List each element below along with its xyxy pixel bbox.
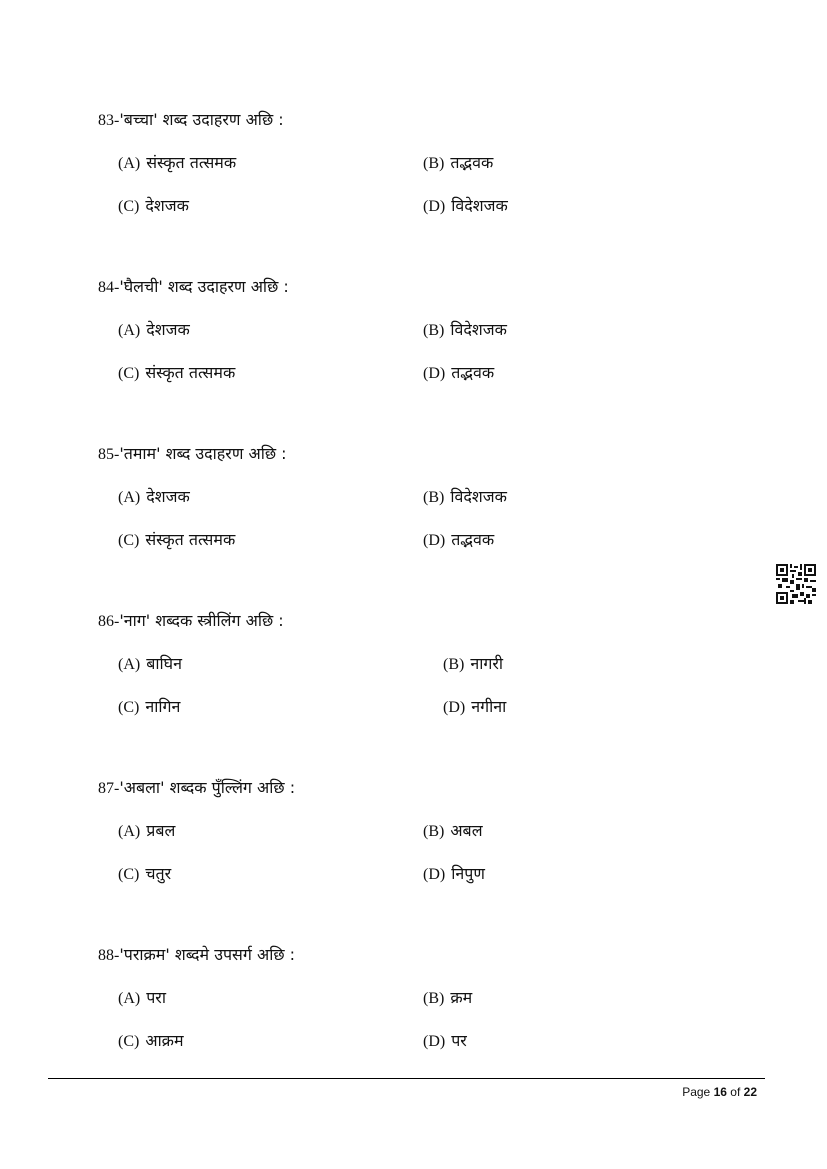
option-a: (A) संस्कृत तत्समक (118, 153, 237, 172)
footer-divider (48, 1078, 765, 1079)
option-d: (D) पर (423, 1031, 467, 1050)
question-87 (98, 777, 738, 799)
option-a: (A) देशजक (118, 487, 190, 506)
option-a: (A) बाघिन (118, 654, 182, 673)
question-85 (98, 443, 738, 465)
question-text: 'तमाम' शब्द उदाहरण अछि : (119, 444, 287, 463)
total-pages: 22 (743, 1085, 757, 1099)
current-page: 16 (713, 1085, 727, 1099)
question-88 (98, 944, 738, 966)
question-number: 87- (98, 780, 120, 797)
of-word: of (730, 1085, 741, 1099)
option-c: (C) संस्कृत तत्समक (118, 363, 236, 382)
question-86 (98, 610, 738, 632)
option-d: (D) निपुण (423, 864, 485, 883)
option-c: (C) आक्रम (118, 1031, 184, 1050)
question-number: 84- (98, 279, 120, 296)
question-text: 'नाग' शब्दक स्त्रीलिंग अछि : (119, 611, 284, 630)
option-c: (C) चतुर (118, 864, 172, 883)
option-c: (C) नागिन (118, 697, 181, 716)
option-b: (B) विदेशजक (423, 320, 507, 339)
option-b: (B) क्रम (423, 988, 473, 1007)
question-text: 'पराक्रम' शब्दमे उपसर्ग अछि : (119, 945, 296, 964)
option-b: (B) अबल (423, 821, 483, 840)
question-83 (98, 109, 738, 131)
qr-code-icon (776, 564, 816, 604)
question-text: 'घैलची' शब्द उदाहरण अछि : (119, 277, 289, 296)
question-number: 83- (98, 112, 120, 129)
option-d: (D) विदेशजक (423, 196, 508, 215)
option-c: (C) संस्कृत तत्समक (118, 530, 236, 549)
page-word: Page (682, 1085, 711, 1099)
option-d: (D) तद्भवक (423, 363, 495, 382)
question-number: 86- (98, 613, 120, 630)
question-text: 'अबला' शब्दक पुँल्लिंग अछि : (119, 778, 296, 797)
option-a: (A) प्रबल (118, 821, 176, 840)
question-text: 'बच्चा' शब्द उदाहरण अछि : (119, 110, 284, 129)
option-b: (B) विदेशजक (423, 487, 507, 506)
page-indicator (682, 1085, 757, 1099)
option-d: (D) नगीना (443, 697, 507, 716)
option-d: (D) तद्भवक (423, 530, 495, 549)
question-84 (98, 276, 738, 298)
option-b: (B) तद्भवक (423, 153, 494, 172)
option-b: (B) नागरी (443, 654, 504, 673)
option-a: (A) देशजक (118, 320, 190, 339)
option-a: (A) परा (118, 988, 166, 1007)
option-c: (C) देशजक (118, 196, 189, 215)
question-number: 85- (98, 446, 120, 463)
question-number: 88- (98, 947, 120, 964)
